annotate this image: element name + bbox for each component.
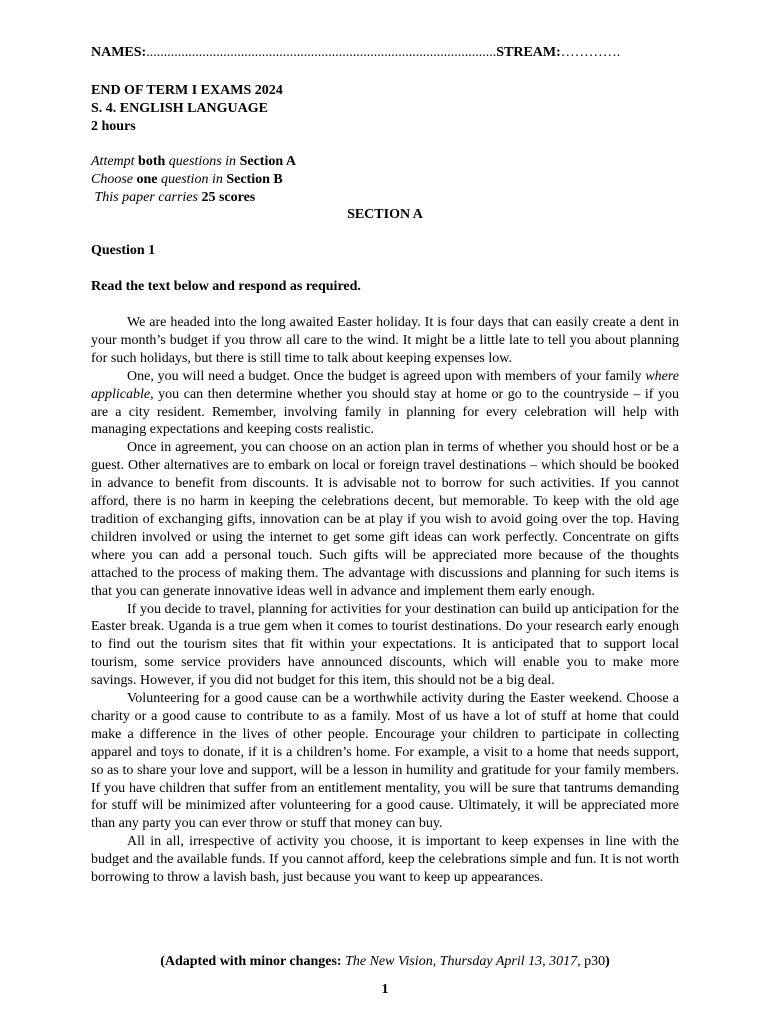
instruction-line-3: This paper carries 25 scores [94, 190, 256, 205]
exam-info [91, 82, 283, 136]
passage-paragraph-2: One, you will need a budget. Once the budget is agreed upon with members of your family where applicable, you can then determine whether you should stay at home or go to the countryside – if you are a city resident. Remember, involving family in planning for every celebration will help with managing expectations and keeping costs realistic. [91, 368, 680, 438]
question-instruction: Read the text below and respond as required. [91, 279, 361, 294]
instruction-line-1: Attempt both questions in Section A [91, 154, 296, 169]
passage-paragraph-1: We are headed into the long awaited Easter holiday. It is four days that can easily create a dent in your month’s budget if you throw all care to the wind. It might be a little late to tell you about planning for such holidays, but there is still time to talk about keeping expenses low. [91, 315, 679, 366]
names-label: NAMES: [91, 45, 147, 60]
instruction-line-2: Choose one question in Section B [91, 172, 283, 187]
names-blank: .................................................................................................... [146, 45, 497, 60]
passage-paragraph-4: If you decide to travel, planning for activities for your destination can build up anticipation for the Easter break. Uganda is a true gem when it comes to tourist destinations. Do your research early enough to find out the tourism sites that fit within your expectations. It is anticipated that to support local tourism, some service providers have announced discounts, which will enable you to make more savings. However, if you did not budget for this item, this should not be a big deal. [91, 601, 679, 689]
stream-label: STREAM: [496, 45, 561, 60]
passage-paragraph-5: Volunteering for a good cause can be a worthwhile activity during the Easter weekend. Choose a charity or a good cause to contribute to as a family. Most of us have a lot of stuff at home that could make a difference in the lives of other people. Encourage your children to participate in collecting apparel and toys to donate, if it is a children’s home. For example, a visit to a home that needs support, so as to share your love and support, will be a lesson in humility and gratitude for your family members. If you have children that suffer from an entitlement mentality, you will be sure that tantrums demanding for stuff will be minimized after volunteering for a good cause. Ultimately, it will be appreciated more than any party you can ever throw or stuff that money can buy. [91, 691, 679, 832]
source-citation: (Adapted with minor changes: The New Vision, Thursday April 13, 3017, p30) [160, 954, 610, 969]
exam-title: END OF TERM I EXAMS 2024 [91, 83, 283, 98]
exam-subject: S. 4. ENGLISH LANGUAGE [91, 101, 268, 116]
exam-duration: 2 hours [91, 119, 136, 134]
passage-paragraph-3: Once in agreement, you can choose on an action plan in terms of whether you should host or be a guest. Other alternatives are to embark on local or foreign travel destinations – which should be booked in advance to benefit from discounts. It is advisable not to borrow for such activities. If you cannot afford, there is no harm in keeping the celebrations decent, but memorable. To keep with the old age tradition of exchanging gifts, innovation can be at play if you wish to avoid going over the top. Having children involved or using the internet to get some gift ideas can work perfectly. Concentrate on gifts where you can add a personal touch. Such gifts will be appreciated more because of the thoughts attached to the process of making them. The advantage with discussions and planning for such items is that you can generate innovative ideas well in advance and implement them early enough. [91, 440, 679, 599]
names-stream-line [91, 45, 681, 61]
reading-passage [91, 314, 679, 887]
section-title: SECTION A [347, 207, 423, 222]
passage-paragraph-6: All in all, irrespective of activity you choose, it is important to keep expenses in line with the budget and the available funds. If you cannot afford, keep the celebrations simple and fun. It is not worth borrowing to throw a lavish bash, just because you want to keep up appearances. [91, 834, 679, 886]
stream-blank: …………. [560, 45, 621, 60]
page-number: 1 [381, 982, 389, 997]
exam-instructions [91, 153, 296, 207]
question-title: Question 1 [91, 243, 156, 258]
